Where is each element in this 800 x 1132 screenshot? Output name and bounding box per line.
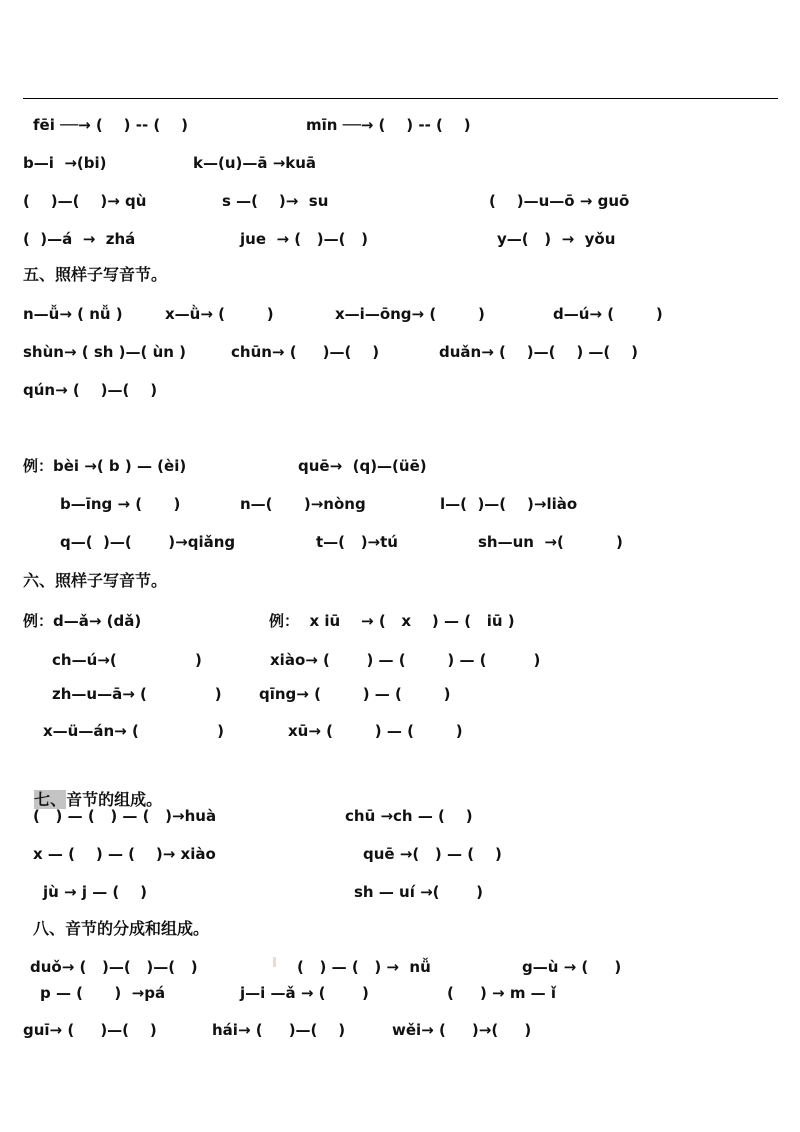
exercise-item: d—ú→ ( )	[553, 305, 663, 323]
exercise-item: q—( )—( )→qiǎng	[60, 533, 236, 551]
exercise-item: duǎn→ ( )—( ) —( )	[439, 343, 639, 361]
section-seven-heading: 音节的组成。	[66, 790, 163, 809]
exercise-item: duǒ→ ( )—( )—( )	[30, 958, 198, 976]
exercise-item: chū →ch — ( )	[345, 807, 473, 825]
section-seven-title	[23, 767, 162, 811]
exercise-item: ch—ú→( )	[52, 651, 202, 669]
exercise-item: wěi→ ( )→( )	[392, 1021, 532, 1039]
exercise-item: g—ù → ( )	[522, 958, 622, 976]
exercise-item: qīng→ ( ) — ( )	[259, 685, 451, 703]
exercise-item: xiào→ ( ) — ( ) — ( )	[270, 651, 541, 669]
exercise-item: t—( )→tú	[316, 533, 398, 551]
exercise-item: ( )—u—ō → guō	[489, 192, 630, 210]
exercise-item: jù → j — ( )	[43, 883, 148, 901]
exercise-item: xū→ ( ) — ( )	[288, 722, 463, 740]
exercise-item: x—ǜ→ ( )	[165, 305, 274, 323]
exercise-item: y—( ) → yǒu	[497, 230, 616, 248]
exercise-item: b—i →(bi)	[23, 154, 107, 172]
exercise-item: ( ) — ( ) — ( )→huà	[33, 807, 217, 825]
exercise-item: ( ) → m — ǐ	[447, 984, 557, 1002]
exercise-item: n—( )→nòng	[240, 495, 366, 513]
exercise-item: s —( )→ su	[222, 192, 329, 210]
exercise-item: qún→ ( )—( )	[23, 381, 158, 399]
exercise-item: guī→ ( )—( )	[23, 1021, 157, 1039]
exercise-item: p — ( ) →pá	[40, 984, 166, 1002]
exercise-item: jue → ( )—( )	[240, 230, 368, 248]
exercise-item: fēi ──→ ( ) -- ( )	[33, 116, 189, 134]
exercise-item: 例：d—ǎ→ (dǎ)	[23, 612, 142, 630]
exercise-item: mīn ──→ ( ) -- ( )	[306, 116, 471, 134]
exercise-item: n—ǚ→ ( nǚ )	[23, 305, 123, 323]
exercise-item: zh—u—ā→ ( )	[52, 685, 222, 703]
exercise-item: quē →( ) — ( )	[363, 845, 502, 863]
section-six-title: 六、照样子写音节。	[23, 571, 168, 590]
exercise-item: shùn→ ( sh )—( ùn )	[23, 343, 187, 361]
exercise-item: sh—un →( )	[478, 533, 623, 551]
exercise-item: b—īng → ( )	[60, 495, 181, 513]
exercise-item: ( ) — ( ) → nǚ	[297, 958, 431, 976]
header-rule	[23, 98, 778, 99]
exercise-item: x—i—ōng→ ( )	[335, 305, 485, 323]
exercise-item: j—i —ǎ → ( )	[240, 984, 369, 1002]
exercise-item: ( )—( )→ qù	[23, 192, 147, 210]
exercise-item: 例：bèi →( b ) — (èi)	[23, 457, 187, 475]
section-five-title: 五、照样子写音节。	[23, 265, 168, 284]
exercise-item: quē→ (q)—(üē)	[298, 457, 427, 475]
section-seven-number: 七、	[34, 790, 67, 809]
exercise-item: sh — uí →( )	[354, 883, 483, 901]
paper-speck	[273, 957, 276, 967]
exercise-item: k—(u)—ā →kuā	[193, 154, 317, 172]
exercise-item: ( )—á → zhá	[23, 230, 136, 248]
exercise-item: l—( )—( )→liào	[440, 495, 578, 513]
section-eight-title: 八、音节的分成和组成。	[33, 919, 210, 938]
exercise-item: chūn→ ( )—( )	[231, 343, 380, 361]
exercise-item: hái→ ( )—( )	[212, 1021, 346, 1039]
exercise-item: 例： x iū → ( x ) — ( iū )	[269, 612, 515, 630]
exercise-item: x — ( ) — ( )→ xiào	[33, 845, 216, 863]
exercise-item: x—ü—án→ ( )	[43, 722, 224, 740]
